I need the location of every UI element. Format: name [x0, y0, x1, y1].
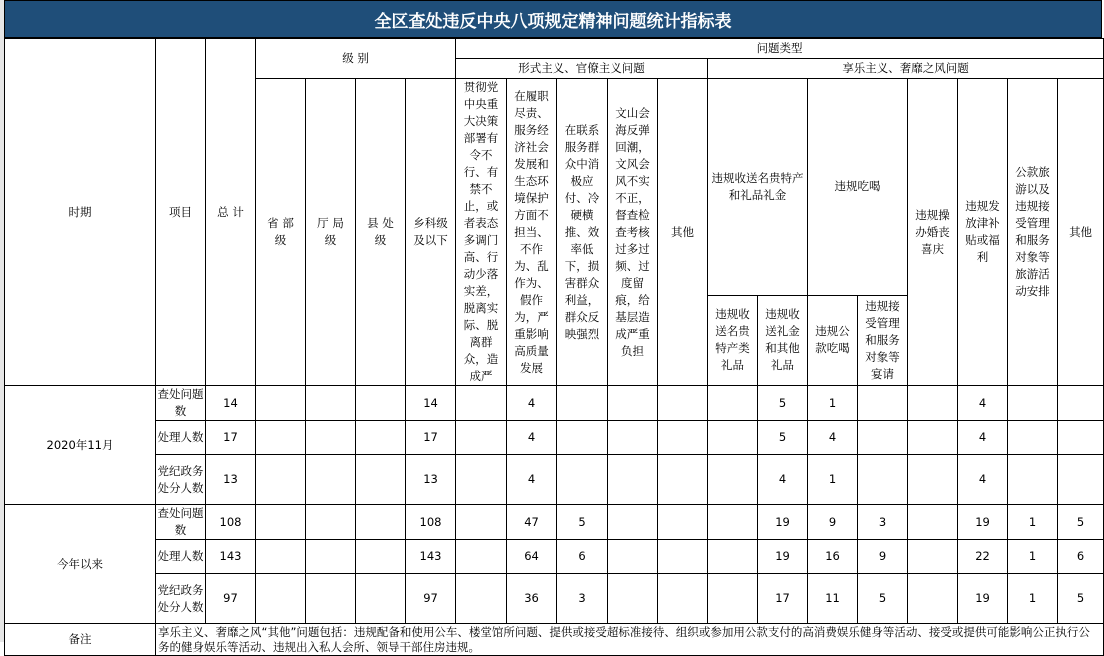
header-b-eat-public: 违规公款吃喝	[808, 295, 858, 385]
value-cell	[658, 540, 708, 574]
value-cell: 5	[1058, 574, 1104, 624]
value-cell: 47	[507, 505, 557, 540]
value-cell: 143	[206, 540, 256, 574]
value-cell: 6	[557, 540, 608, 574]
value-cell	[1058, 421, 1104, 455]
value-cell: 4	[808, 421, 858, 455]
value-cell	[557, 386, 608, 421]
value-cell: 1	[808, 386, 858, 421]
value-cell	[608, 421, 658, 455]
value-cell	[1008, 455, 1058, 505]
value-cell: 6	[1058, 540, 1104, 574]
header-b-wedding: 违规操办婚丧喜庆	[908, 79, 958, 386]
value-cell: 36	[507, 574, 557, 624]
header-b-gift: 违规收送名贵特产和礼品礼金	[708, 79, 808, 296]
table-row	[5, 455, 1104, 505]
value-cell: 9	[808, 505, 858, 540]
value-cell: 13	[206, 455, 256, 505]
value-cell	[708, 421, 758, 455]
item-label: 党纪政务处分人数	[156, 574, 206, 624]
value-cell: 1	[1008, 540, 1058, 574]
value-cell	[557, 455, 608, 505]
table-row	[5, 421, 1104, 455]
value-cell: 14	[206, 386, 256, 421]
value-cell	[708, 386, 758, 421]
value-cell	[708, 455, 758, 505]
value-cell	[908, 455, 958, 505]
value-cell	[1058, 386, 1104, 421]
value-cell	[356, 455, 406, 505]
value-cell: 5	[758, 421, 808, 455]
statistics-table	[4, 38, 1104, 656]
value-cell	[456, 386, 507, 421]
value-cell	[1058, 455, 1104, 505]
header-b-other: 其他	[1058, 79, 1104, 386]
value-cell	[256, 386, 306, 421]
value-cell	[608, 455, 658, 505]
table-row	[5, 386, 1104, 421]
header-b-allowance: 违规发放津补贴或福利	[958, 79, 1008, 386]
value-cell	[256, 455, 306, 505]
header-level-county: 县 处 级	[356, 79, 406, 386]
value-cell: 4	[758, 455, 808, 505]
item-label: 处理人数	[156, 540, 206, 574]
header-a-col2: 在履职尽责、服务经济社会发展和生态环境保护方面不担当、不作为、乱作为、假作为，严重影响高质量发展	[507, 79, 557, 386]
table-row	[5, 540, 1104, 574]
item-label: 查处问题数	[156, 505, 206, 540]
header-b-gift-specialty: 违规收送名贵特产类礼品	[708, 295, 758, 385]
value-cell: 19	[958, 574, 1008, 624]
value-cell: 4	[958, 421, 1008, 455]
header-level-township: 乡科级 及以下	[406, 79, 456, 386]
value-cell	[1008, 421, 1058, 455]
value-cell: 4	[958, 455, 1008, 505]
value-cell: 5	[557, 505, 608, 540]
value-cell	[456, 540, 507, 574]
header-b-travel: 公款旅游以及违规接受管理和服务对象等旅游活动安排	[1008, 79, 1058, 386]
value-cell	[306, 540, 356, 574]
value-cell	[608, 574, 658, 624]
header-group-formalism: 形式主义、官僚主义问题	[456, 59, 708, 79]
header-period: 时期	[5, 39, 156, 386]
value-cell	[456, 421, 507, 455]
value-cell	[608, 540, 658, 574]
value-cell: 4	[507, 421, 557, 455]
value-cell: 19	[758, 505, 808, 540]
period-cell: 今年以来	[5, 505, 156, 624]
value-cell: 1	[1008, 574, 1058, 624]
value-cell: 64	[507, 540, 557, 574]
value-cell: 4	[507, 386, 557, 421]
value-cell	[608, 505, 658, 540]
value-cell	[356, 386, 406, 421]
value-cell	[356, 574, 406, 624]
item-label: 党纪政务处分人数	[156, 455, 206, 505]
header-b-eat-banquet: 违规接受管理和服务对象等宴请	[858, 295, 908, 385]
value-cell: 5	[1058, 505, 1104, 540]
value-cell: 4	[958, 386, 1008, 421]
value-cell	[908, 540, 958, 574]
note-text: 享乐主义、奢靡之风“其他”问题包括：违规配备和使用公车、楼堂馆所问题、提供或接受超标准接待、组织或参加用公款支付的高消费娱乐健身等活动、接受或提供可能影响公正执行公务的健身娱乐等活动、违规出入私人会所、领导干部住房违规。	[156, 624, 1104, 656]
value-cell: 16	[808, 540, 858, 574]
value-cell	[306, 574, 356, 624]
header-item: 项目	[156, 39, 206, 386]
value-cell: 97	[406, 574, 456, 624]
value-cell	[908, 574, 958, 624]
value-cell	[256, 421, 306, 455]
value-cell: 17	[206, 421, 256, 455]
value-cell	[658, 386, 708, 421]
value-cell	[456, 455, 507, 505]
header-total: 总 计	[206, 39, 256, 386]
value-cell	[658, 455, 708, 505]
header-b-gift-money: 违规收送礼金和其他礼品	[758, 295, 808, 385]
value-cell	[306, 455, 356, 505]
value-cell: 5	[858, 574, 908, 624]
value-cell: 13	[406, 455, 456, 505]
value-cell: 22	[958, 540, 1008, 574]
value-cell: 1	[1008, 505, 1058, 540]
value-cell	[256, 574, 306, 624]
header-group-hedonism: 享乐主义、奢靡之风问题	[708, 59, 1104, 79]
value-cell	[608, 386, 658, 421]
value-cell	[658, 574, 708, 624]
value-cell	[658, 421, 708, 455]
value-cell: 5	[758, 386, 808, 421]
value-cell	[256, 540, 306, 574]
value-cell	[908, 386, 958, 421]
value-cell	[908, 505, 958, 540]
value-cell	[456, 505, 507, 540]
header-b-eat: 违规吃喝	[808, 79, 908, 296]
period-cell: 2020年11月	[5, 386, 156, 505]
value-cell: 19	[758, 540, 808, 574]
value-cell	[858, 455, 908, 505]
header-level: 级 别	[256, 39, 456, 79]
value-cell: 17	[406, 421, 456, 455]
header-a-col4: 文山会海反弹回潮，文风会风不实不正，督查检查考核过多过频、过度留痕，给基层造成严重负担	[608, 79, 658, 386]
value-cell: 97	[206, 574, 256, 624]
value-cell: 11	[808, 574, 858, 624]
value-cell: 3	[557, 574, 608, 624]
value-cell: 4	[507, 455, 557, 505]
value-cell	[306, 421, 356, 455]
value-cell: 9	[858, 540, 908, 574]
value-cell: 17	[758, 574, 808, 624]
value-cell	[858, 386, 908, 421]
item-label: 处理人数	[156, 421, 206, 455]
value-cell: 14	[406, 386, 456, 421]
item-label: 查处问题数	[156, 386, 206, 421]
value-cell: 19	[958, 505, 1008, 540]
header-level-bureau: 厅 局 级	[306, 79, 356, 386]
table-row	[5, 505, 1104, 540]
header-a-col3: 在联系服务群众中消极应付、冷硬横推、效率低下，损害群众利益，群众反映强烈	[557, 79, 608, 386]
value-cell	[456, 574, 507, 624]
value-cell	[658, 505, 708, 540]
value-cell	[356, 505, 406, 540]
value-cell	[306, 505, 356, 540]
value-cell	[306, 386, 356, 421]
value-cell	[1008, 386, 1058, 421]
note-label: 备注	[5, 624, 156, 656]
header-problem-type: 问题类型	[456, 39, 1104, 59]
header-level-province: 省 部 级	[256, 79, 306, 386]
value-cell: 1	[808, 455, 858, 505]
value-cell	[356, 421, 406, 455]
header-a-other: 其他	[658, 79, 708, 386]
value-cell: 3	[858, 505, 908, 540]
table-row	[5, 574, 1104, 624]
value-cell	[858, 421, 908, 455]
value-cell	[256, 505, 306, 540]
value-cell	[557, 421, 608, 455]
value-cell	[356, 540, 406, 574]
page-title: 全区查处违反中央八项规定精神问题统计指标表	[4, 0, 1102, 38]
value-cell: 143	[406, 540, 456, 574]
value-cell	[708, 540, 758, 574]
value-cell	[708, 574, 758, 624]
value-cell: 108	[406, 505, 456, 540]
value-cell: 108	[206, 505, 256, 540]
value-cell	[708, 505, 758, 540]
value-cell	[908, 421, 958, 455]
header-a-col1: 贯彻党中央重大决策部署有令不行、有禁不止，或者表态多调门高、行动少落实差，脱离实际、脱离群众，造成严	[456, 79, 507, 386]
